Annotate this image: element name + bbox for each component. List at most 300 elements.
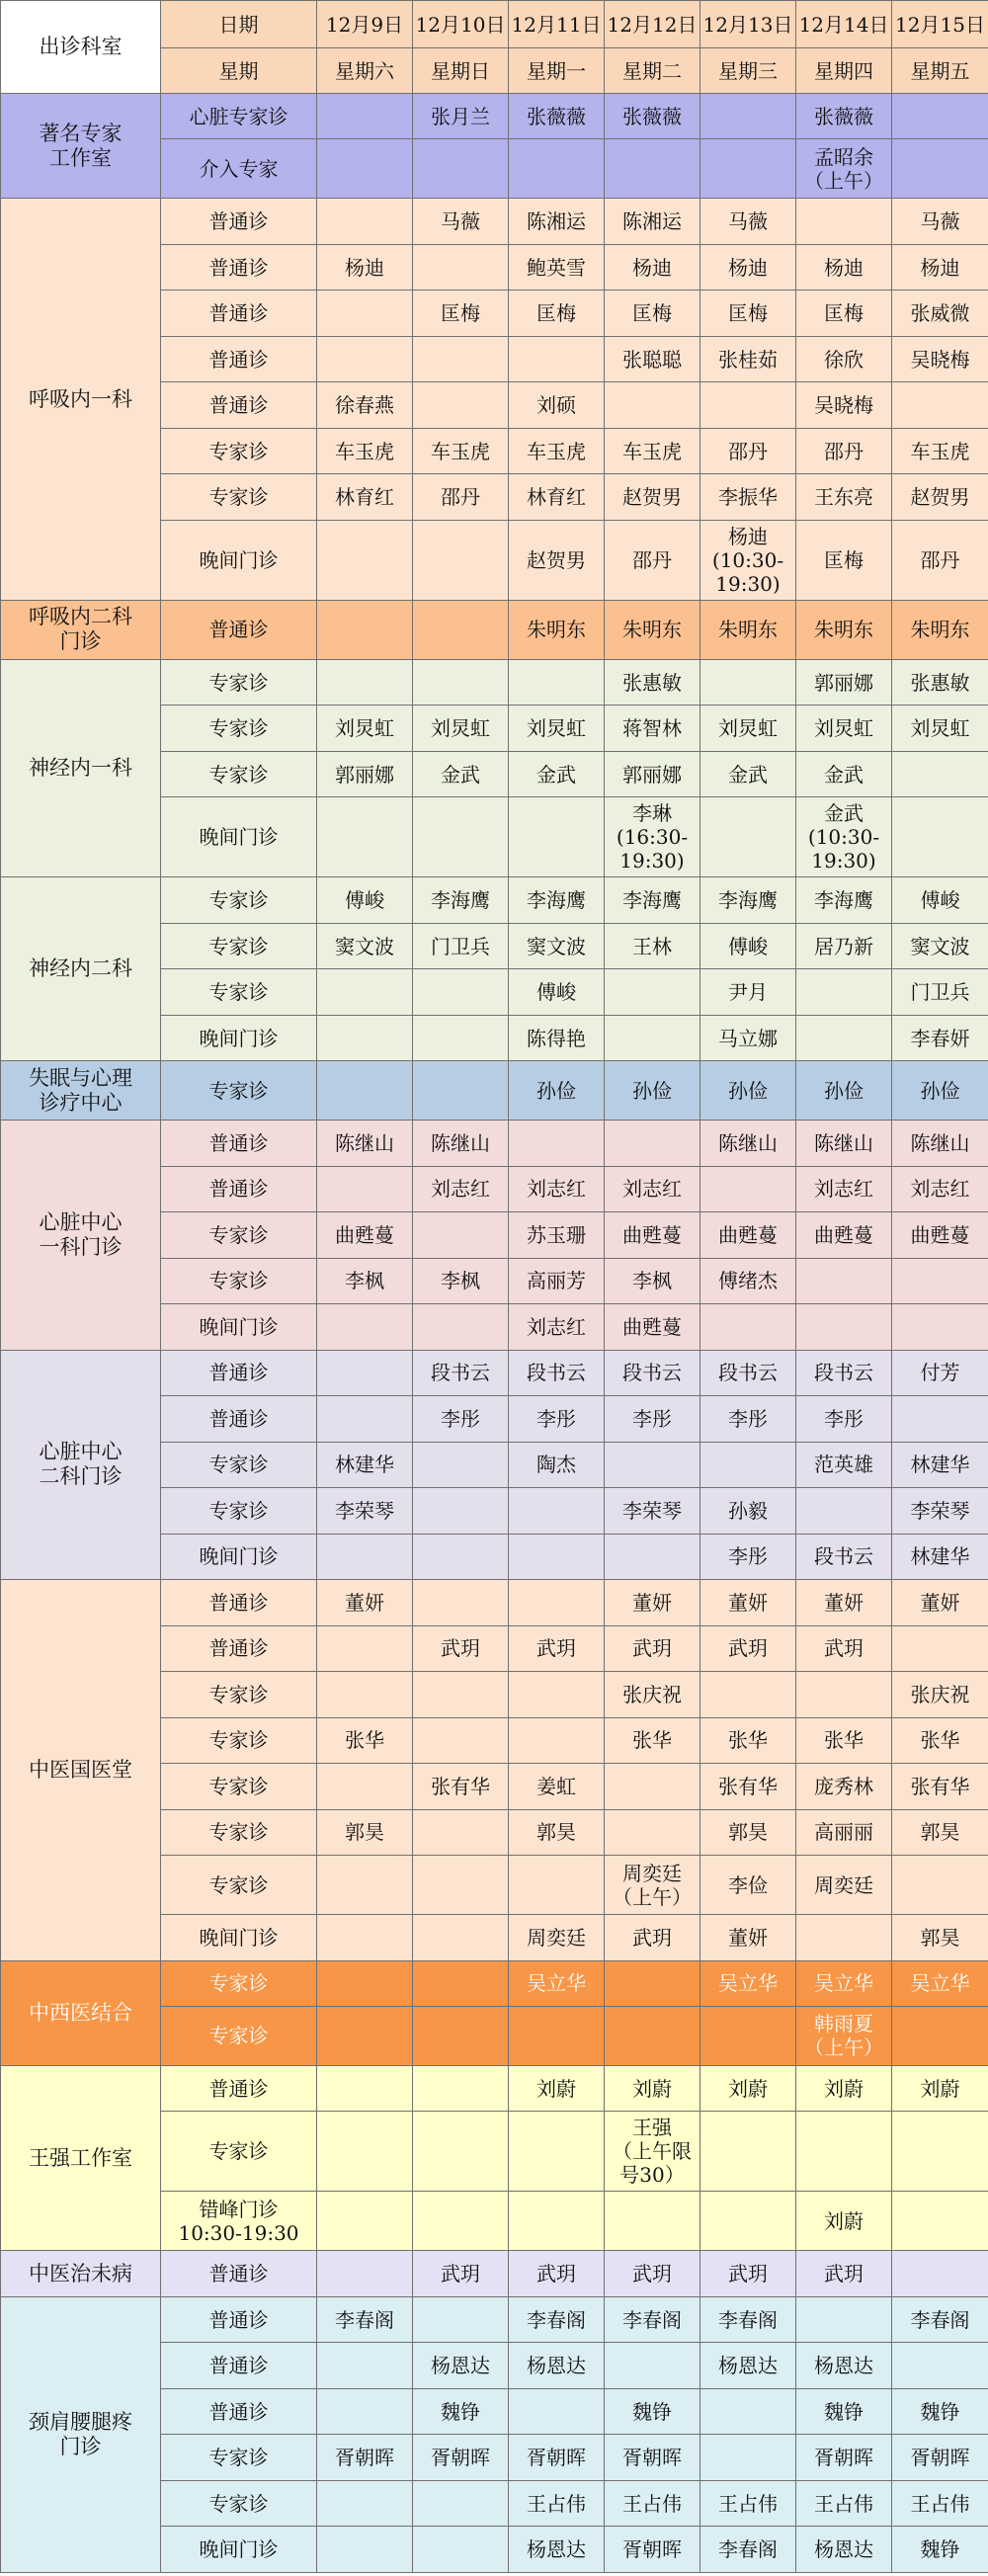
doctor-cell: 车玉虎 [509,428,605,473]
doctor-cell [892,382,988,428]
doctor-cell: 傅峻 [317,877,413,923]
doctor-cell: 张惠敏 [892,659,988,705]
doctor-cell: 李春妍 [892,1015,988,1060]
doctor-cell: 张有华 [892,1764,988,1809]
doctor-cell [317,2527,413,2572]
schedule-row [1,1960,988,2006]
doctor-cell: 武玥 [605,1915,700,1960]
clinic-type: 普通诊 [161,2388,317,2434]
doctor-cell [317,1304,413,1350]
doctor-cell: 傅峻 [892,877,988,923]
doctor-cell [413,382,509,428]
doctor-cell: 武玥 [796,2251,892,2296]
clinic-type: 普通诊 [161,2343,317,2388]
doctor-cell: 胥朝晖 [605,2527,700,2572]
doctor-cell: 孟昭余 （上午） [796,139,892,199]
clinic-type: 普通诊 [161,382,317,428]
doctor-cell: 陈继山 [892,1121,988,1166]
doctor-cell: 魏铮 [796,2388,892,2434]
schedule-row [1,659,988,705]
doctor-cell: 王占伟 [796,2480,892,2526]
doctor-cell: 胥朝晖 [605,2435,700,2480]
doctor-cell: 陈得艳 [509,1015,605,1060]
doctor-cell: 吴晓梅 [796,382,892,428]
doctor-cell [413,520,509,600]
doctor-cell [317,520,413,600]
header-row-dates [1,1,988,48]
doctor-cell: 孙俭 [700,1061,796,1121]
doctor-cell [796,199,892,244]
doctor-cell [413,969,509,1015]
doctor-cell [317,969,413,1015]
doctor-cell: 刘志红 [892,1166,988,1211]
doctor-cell: 居乃新 [796,923,892,968]
doctor-cell: 曲甦蔓 [605,1212,700,1258]
doctor-cell: 陈继山 [796,1121,892,1166]
doctor-cell [509,1717,605,1763]
clinic-type: 普通诊 [161,2251,317,2296]
department-name: 呼吸内二科 门诊 [1,600,161,659]
doctor-cell: 王东亮 [796,474,892,520]
weekday-cell: 星期五 [892,48,988,94]
doctor-cell [796,1672,892,1717]
doctor-cell [413,2006,509,2065]
doctor-cell: 张华 [796,1717,892,1763]
doctor-cell: 王林 [605,923,700,968]
doctor-cell [317,2388,413,2434]
clinic-type: 专家诊 [161,2480,317,2526]
doctor-cell: 车玉虎 [892,428,988,473]
doctor-cell: 林育红 [317,474,413,520]
clinic-type: 普通诊 [161,1166,317,1211]
doctor-cell: 刘炅虹 [796,706,892,751]
doctor-cell [700,1672,796,1717]
doctor-cell: 郭昊 [892,1915,988,1960]
doctor-cell: 武玥 [509,2251,605,2296]
doctor-cell [413,336,509,381]
doctor-cell: 李彤 [413,1396,509,1442]
doctor-cell: 李彤 [700,1396,796,1442]
doctor-cell: 李枫 [317,1258,413,1303]
doctor-cell: 金武 [700,751,796,796]
department-name: 著名专家 工作室 [1,94,161,199]
doctor-cell [796,969,892,1015]
doctor-cell: 张庆祝 [605,1672,700,1717]
doctor-cell: 刘蔚 [796,2192,892,2251]
doctor-cell: 武玥 [509,1625,605,1671]
doctor-cell [413,1212,509,1258]
doctor-cell: 董妍 [700,1915,796,1960]
doctor-cell: 马薇 [892,199,988,244]
doctor-cell: 李荣琴 [892,1488,988,1534]
doctor-cell: 李海鹰 [509,877,605,923]
doctor-cell: 张华 [700,1717,796,1763]
doctor-cell: 李彤 [796,1396,892,1442]
doctor-cell: 郭丽娜 [605,751,700,796]
doctor-cell [317,199,413,244]
doctor-cell: 曲甦蔓 [796,1212,892,1258]
doctor-cell: 陈继山 [317,1121,413,1166]
doctor-cell [892,94,988,139]
doctor-cell: 鲍英雪 [509,244,605,290]
department-name: 失眠与心理 诊疗中心 [1,1061,161,1121]
doctor-cell [317,659,413,705]
doctor-cell: 姜虹 [509,1764,605,1809]
clinic-type: 普通诊 [161,244,317,290]
doctor-cell [317,1672,413,1717]
doctor-cell: 孙俭 [796,1061,892,1121]
clinic-type: 专家诊 [161,1672,317,1717]
doctor-cell [413,2480,509,2526]
doctor-cell: 邵丹 [605,520,700,600]
doctor-cell: 胥朝晖 [509,2435,605,2480]
doctor-cell: 张聪聪 [605,336,700,381]
doctor-cell [317,1166,413,1211]
clinic-type: 专家诊 [161,2435,317,2480]
doctor-cell: 苏玉珊 [509,1212,605,1258]
doctor-cell: 周奕廷 [796,1856,892,1915]
doctor-cell: 胥朝晖 [413,2435,509,2480]
doctor-cell: 邵丹 [892,520,988,600]
doctor-cell: 李彤 [509,1396,605,1442]
doctor-cell: 吴立华 [700,1960,796,2006]
doctor-cell: 孙俭 [509,1061,605,1121]
doctor-cell [317,1396,413,1442]
doctor-cell: 武玥 [413,2251,509,2296]
doctor-cell [700,2192,796,2251]
clinic-type: 专家诊 [161,1061,317,1121]
doctor-cell: 李荣琴 [605,1488,700,1534]
doctor-cell [317,2006,413,2065]
doctor-cell: 孙俭 [605,1061,700,1121]
doctor-cell: 郭昊 [700,1809,796,1855]
doctor-cell [509,1580,605,1625]
doctor-cell: 李春阁 [317,2296,413,2342]
doctor-cell: 段书云 [605,1350,700,1395]
doctor-cell [700,1304,796,1350]
doctor-cell: 赵贺男 [509,520,605,600]
doctor-cell [317,291,413,336]
doctor-cell: 王占伟 [509,2480,605,2526]
doctor-cell [317,1015,413,1060]
doctor-cell: 杨迪 [796,244,892,290]
doctor-cell [700,659,796,705]
date-cell: 12月9日 [317,1,413,48]
doctor-cell: 金武 [509,751,605,796]
clinic-type: 普通诊 [161,2065,317,2111]
doctor-cell: 匡梅 [509,291,605,336]
doctor-cell [317,2343,413,2388]
doctor-cell: 董妍 [317,1580,413,1625]
doctor-cell: 魏铮 [413,2388,509,2434]
doctor-cell [317,1350,413,1395]
doctor-cell [892,1304,988,1350]
doctor-cell: 刘志红 [413,1166,509,1211]
doctor-cell: 杨恩达 [509,2527,605,2572]
doctor-cell: 匡梅 [605,291,700,336]
clinic-type: 专家诊 [161,659,317,705]
doctor-cell [509,2388,605,2434]
doctor-cell [509,1672,605,1717]
doctor-cell: 武玥 [413,1625,509,1671]
doctor-cell: 武玥 [700,1625,796,1671]
doctor-cell: 刘蔚 [605,2065,700,2111]
doctor-cell [317,94,413,139]
clinic-type: 错峰门诊 10:30-19:30 [161,2192,317,2251]
clinic-type: 专家诊 [161,2006,317,2065]
doctor-cell: 段书云 [700,1350,796,1395]
doctor-cell: 车玉虎 [317,428,413,473]
doctor-cell: 庞秀林 [796,1764,892,1809]
doctor-cell: 李春阁 [605,2296,700,2342]
department-name: 颈肩腰腿疼 门诊 [1,2296,161,2572]
doctor-cell [892,1856,988,1915]
doctor-cell [509,336,605,381]
doctor-cell: 金武 [796,751,892,796]
doctor-cell [317,1534,413,1579]
doctor-cell: 林建华 [892,1534,988,1579]
doctor-cell [413,797,509,877]
clinic-type: 专家诊 [161,1212,317,1258]
doctor-cell [796,1915,892,1960]
doctor-cell: 邵丹 [700,428,796,473]
department-name: 中医治未病 [1,2251,161,2296]
doctor-cell [413,1580,509,1625]
doctor-cell: 武玥 [605,2251,700,2296]
doctor-cell: 李春阁 [509,2296,605,2342]
doctor-cell: 刘蔚 [892,2065,988,2111]
clinic-type: 晚间门诊 [161,1915,317,1960]
doctor-cell: 刘蔚 [700,2065,796,2111]
date-cell: 12月11日 [509,1,605,48]
department-name: 心脏中心 一科门诊 [1,1121,161,1350]
doctor-cell: 刘炅虹 [892,706,988,751]
doctor-cell [317,1061,413,1121]
doctor-cell [605,1764,700,1809]
doctor-cell [413,1856,509,1915]
doctor-cell: 林建华 [317,1442,413,1487]
doctor-cell: 刘志红 [509,1304,605,1350]
doctor-cell: 林建华 [892,1442,988,1487]
doctor-cell: 胥朝晖 [317,2435,413,2480]
doctor-cell: 魏铮 [892,2527,988,2572]
doctor-cell [892,751,988,796]
doctor-cell [317,2251,413,2296]
doctor-cell: 董妍 [605,1580,700,1625]
clinic-type: 专家诊 [161,1764,317,1809]
doctor-cell: 李枫 [413,1258,509,1303]
doctor-cell: 张庆祝 [892,1672,988,1717]
doctor-cell: 曲甦蔓 [892,1212,988,1258]
schedule-row [1,600,988,659]
doctor-cell: 杨恩达 [796,2527,892,2572]
schedule-row [1,2251,988,2296]
doctor-cell: 窦文波 [317,923,413,968]
weekday-cell: 星期一 [509,48,605,94]
doctor-cell: 窦文波 [509,923,605,968]
schedule-row [1,1350,988,1395]
schedule-row [1,2065,988,2111]
doctor-cell: 李彤 [700,1534,796,1579]
doctor-cell: 杨迪 [317,244,413,290]
clinic-type: 心脏专家诊 [161,94,317,139]
doctor-cell: 金武 (10:30- 19:30) [796,797,892,877]
weekday-cell: 星期六 [317,48,413,94]
doctor-cell [317,1625,413,1671]
doctor-cell [413,1442,509,1487]
doctor-cell: 门卫兵 [413,923,509,968]
doctor-cell [892,139,988,199]
clinic-type: 专家诊 [161,877,317,923]
doctor-cell [605,2006,700,2065]
clinic-type: 普通诊 [161,336,317,381]
schedule-row [1,199,988,244]
date-cell: 12月15日 [892,1,988,48]
doctor-cell [796,2112,892,2192]
doctor-cell [509,2192,605,2251]
doctor-cell: 朱明东 [605,600,700,659]
doctor-cell: 朱明东 [700,600,796,659]
doctor-cell [317,336,413,381]
doctor-cell [413,2192,509,2251]
doctor-cell [413,1717,509,1763]
doctor-cell: 张有华 [413,1764,509,1809]
doctor-cell: 李春阁 [700,2527,796,2572]
doctor-cell: 胥朝晖 [796,2435,892,2480]
doctor-cell: 李海鹰 [605,877,700,923]
doctor-cell [413,2065,509,2111]
doctor-cell: 刘炅虹 [317,706,413,751]
doctor-cell [509,1121,605,1166]
department-name: 王强工作室 [1,2065,161,2250]
doctor-cell: 段书云 [413,1350,509,1395]
doctor-cell: 车玉虎 [413,428,509,473]
doctor-cell [413,1915,509,1960]
doctor-cell [605,1442,700,1487]
clinic-type: 专家诊 [161,1258,317,1303]
clinic-type: 专家诊 [161,1960,317,2006]
doctor-cell: 陈继山 [413,1121,509,1166]
clinic-type: 普通诊 [161,1350,317,1395]
date-label: 日期 [161,1,317,48]
doctor-cell [509,1488,605,1534]
doctor-cell [317,2065,413,2111]
doctor-cell: 曲甦蔓 [605,1304,700,1350]
doctor-cell: 王占伟 [700,2480,796,2526]
doctor-cell [700,2112,796,2192]
doctor-cell [509,139,605,199]
clinic-type: 普通诊 [161,1121,317,1166]
doctor-cell: 董妍 [796,1580,892,1625]
clinic-type: 晚间门诊 [161,1304,317,1350]
doctor-cell [892,1258,988,1303]
doctor-cell [892,2006,988,2065]
doctor-cell: 李彤 [605,1396,700,1442]
doctor-cell [605,1809,700,1855]
doctor-cell: 刘蔚 [796,2065,892,2111]
doctor-cell [509,659,605,705]
doctor-cell: 刘志红 [605,1166,700,1211]
doctor-cell: 朱明东 [796,600,892,659]
doctor-cell: 张有华 [700,1764,796,1809]
doctor-cell: 傅峻 [700,923,796,968]
doctor-cell: 赵贺男 [892,474,988,520]
doctor-cell [892,2251,988,2296]
department-name: 中西医结合 [1,1960,161,2065]
doctor-cell: 尹月 [700,969,796,1015]
doctor-cell: 李海鹰 [796,877,892,923]
doctor-cell [700,382,796,428]
doctor-cell [413,659,509,705]
schedule-row [1,94,988,139]
doctor-cell: 曲甦蔓 [700,1212,796,1258]
doctor-cell [413,1534,509,1579]
doctor-cell: 邵丹 [796,428,892,473]
doctor-cell [317,1960,413,2006]
doctor-cell [509,1534,605,1579]
doctor-cell: 杨恩达 [413,2343,509,2388]
doctor-cell: 杨迪 [700,244,796,290]
doctor-cell: 杨恩达 [796,2343,892,2388]
doctor-cell: 马薇 [700,199,796,244]
doctor-cell [605,1534,700,1579]
doctor-cell [796,1015,892,1060]
doctor-cell: 高丽丽 [796,1809,892,1855]
clinic-type: 专家诊 [161,474,317,520]
schedule-row [1,1121,988,1166]
doctor-cell: 邵丹 [413,474,509,520]
doctor-cell [509,2006,605,2065]
clinic-type: 专家诊 [161,428,317,473]
doctor-cell [509,797,605,877]
doctor-cell: 郭丽娜 [796,659,892,705]
doctor-cell: 王占伟 [605,2480,700,2526]
doctor-cell [413,1488,509,1534]
doctor-cell: 吴晓梅 [892,336,988,381]
doctor-cell: 刘志红 [796,1166,892,1211]
doctor-cell [317,1764,413,1809]
doctor-cell [700,139,796,199]
doctor-cell: 杨迪 [605,244,700,290]
department-name: 神经内一科 [1,659,161,876]
clinic-type: 专家诊 [161,751,317,796]
doctor-cell: 张华 [892,1717,988,1763]
doctor-cell [605,2192,700,2251]
doctor-cell [700,94,796,139]
weekday-cell: 星期四 [796,48,892,94]
clinic-type: 普通诊 [161,1625,317,1671]
doctor-cell: 张月兰 [413,94,509,139]
doctor-cell: 武玥 [796,1625,892,1671]
doctor-cell: 杨迪 [892,244,988,290]
doctor-cell: 赵贺男 [605,474,700,520]
doctor-cell [317,1856,413,1915]
doctor-cell [413,139,509,199]
clinic-type: 普通诊 [161,1580,317,1625]
doctor-cell: 魏铮 [605,2388,700,2434]
doctor-cell [317,600,413,659]
doctor-cell: 朱明东 [509,600,605,659]
doctor-cell: 张薇薇 [509,94,605,139]
doctor-cell: 段书云 [796,1350,892,1395]
doctor-cell: 马立娜 [700,1015,796,1060]
clinic-type: 普通诊 [161,2296,317,2342]
date-cell: 12月10日 [413,1,509,48]
doctor-cell [700,2006,796,2065]
weekday-cell: 星期三 [700,48,796,94]
clinic-type: 专家诊 [161,1717,317,1763]
clinic-type: 专家诊 [161,1809,317,1855]
